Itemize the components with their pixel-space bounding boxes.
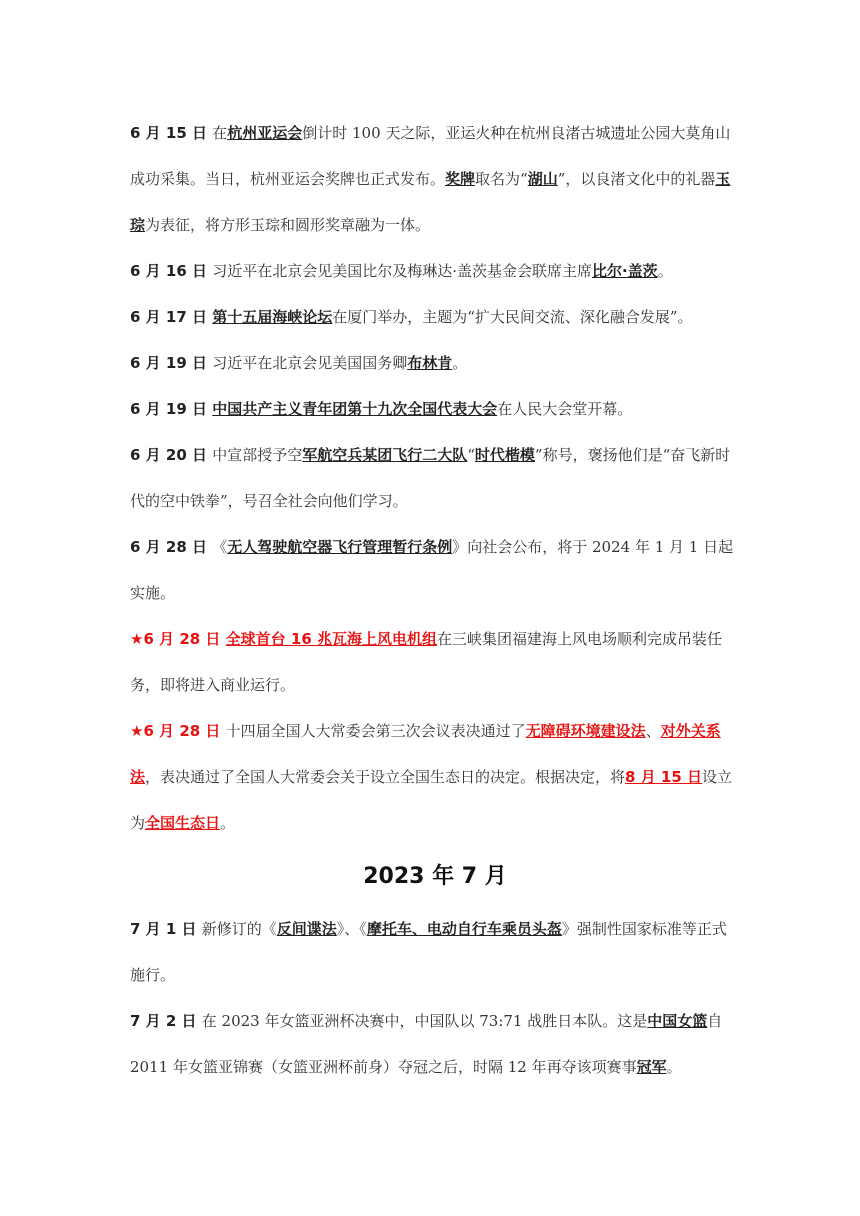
entry-text: 新修订的《 (201, 920, 277, 938)
entry-text: 十四届全国人大常委会第三次会议表决通过了 (225, 722, 526, 740)
entry-text: 倒计时 100 天之际，亚运火种在杭州良渚古城遗址公园大莫角山成功采集。当日，杭州亚运会奖牌也正式发布。 (130, 124, 731, 188)
entry-text: 习近平在北京会见美国国务卿 (212, 354, 408, 372)
star-icon: ★ (130, 722, 144, 740)
entry-date: 6 月 28 日 (130, 538, 213, 556)
entry-text: ”，以良渚文化中的礼器 (557, 170, 716, 188)
keyword: 时代楷模 (474, 446, 535, 464)
keyword: 无人驾驶航空器飞行管理暂行条例 (227, 538, 453, 556)
keyword: 比尔·盖茨 (591, 262, 658, 280)
event-entry-0628-b (130, 616, 740, 708)
keyword: 中国共产主义青年团第十九次全国代表大会 (212, 400, 498, 418)
keyword: 第十五届海峡论坛 (212, 308, 333, 326)
entry-text: “ (467, 446, 475, 464)
keyword: 奖牌 (445, 170, 476, 188)
keyword: 反间谍法 (276, 920, 337, 938)
entry-text: 为表征，将方形玉琮和圆形奖章融为一体。 (145, 216, 431, 234)
entry-text: 中宣部授予空 (212, 446, 303, 464)
event-entry-0619-a (130, 340, 740, 386)
entry-text: 。 (666, 1058, 682, 1076)
highlight-keyword: 8 月 15 日 (625, 768, 703, 786)
entry-date: 6 月 19 日 (130, 354, 213, 372)
document-page (130, 110, 740, 1090)
entry-text: 》、《 (336, 920, 367, 938)
highlight-keyword: 全国生态日 (145, 814, 221, 832)
entry-text: 在 2023 年女篮亚洲杯决赛中，中国队以 73:71 战胜日本队。这是 (201, 1012, 648, 1030)
entry-text: 在三峡集团福建海上风电场顺利完成吊装任务，即将进入商业运行。 (130, 630, 722, 694)
entry-text: 。 (657, 262, 673, 280)
entry-text: 、 (645, 722, 661, 740)
entry-date: 7 月 1 日 (130, 920, 202, 938)
entry-text: 自 2011 年女篮亚锦赛（女篮亚洲杯前身）夺冠之后，时隔 12 年再夺该项赛事 (130, 1012, 723, 1076)
event-entry-0617 (130, 294, 740, 340)
highlight-keyword: 无障碍环境建设法 (525, 722, 646, 740)
highlight-keyword: 对外关系法 (130, 722, 721, 786)
entry-text: 》强制性国家标准等正式施行。 (130, 920, 727, 984)
keyword: 湖山 (527, 170, 558, 188)
entry-text: 。 (220, 814, 236, 832)
entry-date: 6 月 20 日 (130, 446, 213, 464)
event-entry-0701 (130, 906, 740, 998)
entry-date: 6 月 16 日 (130, 262, 213, 280)
keyword: 中国女篮 (647, 1012, 708, 1030)
event-entry-0628-c (130, 708, 740, 846)
keyword: 玉琮 (130, 170, 731, 234)
entry-date: 6 月 28 日 (143, 722, 226, 740)
entry-text: 《 (212, 538, 228, 556)
keyword: 摩托车、电动自行车乘员头盔 (366, 920, 562, 938)
entry-text: 习近平在北京会见美国比尔及梅琳达·盖茨基金会联席主席 (212, 262, 592, 280)
entry-text: 》向社会公布，将于 2024 年 1 月 1 日起实施。 (130, 538, 734, 602)
section-heading: 2023 年 7 月 (363, 864, 507, 889)
entry-date: 7 月 2 日 (130, 1012, 202, 1030)
keyword: 军航空兵某团飞行二大队 (302, 446, 468, 464)
entry-text: ”称号，褒扬他们是“奋飞新时代的空中铁拳”，号召全社会向他们学习。 (130, 446, 731, 510)
keyword: 布林肯 (407, 354, 453, 372)
highlight-keyword: 全球首台 16 兆瓦海上风电机组 (225, 630, 437, 648)
entry-date: 6 月 17 日 (130, 308, 213, 326)
event-entry-0628-a (130, 524, 740, 616)
entry-text: 在 (212, 124, 228, 142)
entry-text: 设立为 (130, 768, 733, 832)
event-entry-0615 (130, 110, 740, 248)
event-entry-0616 (130, 248, 740, 294)
entry-date: 6 月 28 日 (143, 630, 226, 648)
entry-text: 。 (452, 354, 468, 372)
entry-text: ，表决通过了全国人大常委会关于设立全国生态日的决定。根据决定，将 (145, 768, 626, 786)
entry-text: 在厦门举办，主题为“扩大民间交流、深化融合发展”。 (332, 308, 693, 326)
entry-text: 在人民大会堂开幕。 (497, 400, 633, 418)
keyword: 杭州亚运会 (227, 124, 303, 142)
event-entry-0702 (130, 998, 740, 1090)
event-entry-0619-b (130, 386, 740, 432)
entry-date: 6 月 19 日 (130, 400, 213, 418)
entry-text: 取名为“ (475, 170, 528, 188)
event-entry-0620 (130, 432, 740, 524)
keyword: 冠军 (636, 1058, 667, 1076)
star-icon: ★ (130, 630, 144, 648)
entry-date: 6 月 15 日 (130, 124, 213, 142)
